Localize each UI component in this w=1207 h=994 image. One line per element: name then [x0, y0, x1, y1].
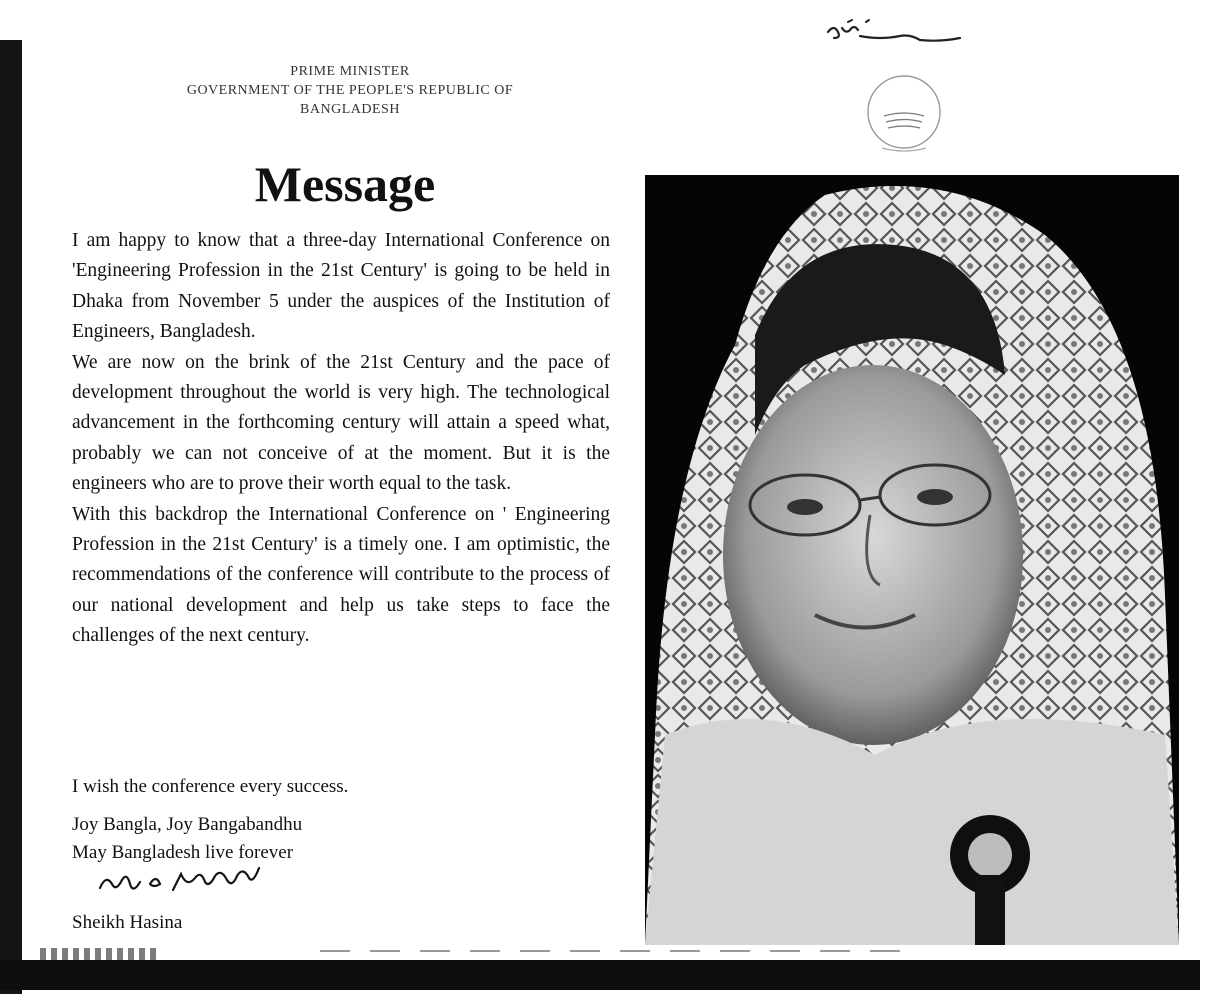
slogan-line-2: May Bangladesh live forever: [72, 842, 294, 863]
paragraph-2: We are now on the brink of the 21st Century and the pace of development throughout the world is very high. The technological advancement in the forthcoming century will attain a speed what, probably we can not conceive of at the moment. But it is the engineers who are to prove their worth equal to the task.: [72, 351, 610, 495]
top-signature-icon: [820, 18, 980, 58]
paragraph-3: With this backdrop the International Conference on ' Engineering Profession in the 21st Century' is a timely one. I am optimistic, the recommendations of the conference will contribute to the process of our national development and help us take steps to face the challenges of the next century.: [72, 503, 610, 647]
bottom-border-bar: [0, 960, 1200, 990]
closing-wish: I wish the conference every success.: [72, 776, 349, 797]
slogan-line-1: Joy Bangla, Joy Bangabandhu: [72, 814, 303, 835]
message-title: Message: [254, 156, 436, 212]
message-body: [72, 226, 610, 652]
portrait-photo: [645, 175, 1179, 945]
handwritten-signature-icon: [95, 862, 305, 902]
letterhead: [130, 62, 570, 119]
dashed-rule: [320, 950, 920, 952]
signer-name: Sheikh Hasina: [72, 912, 183, 933]
letterhead-line-1: PRIME MINISTER: [290, 64, 410, 79]
government-seal-icon: [862, 70, 946, 154]
left-border-bar: [0, 40, 22, 994]
portrait-illustration: [645, 175, 1179, 945]
paragraph-1: I am happy to know that a three-day International Conference on 'Engineering Profession in the 21st Century' is going to be held in Dhaka from November 5 under the auspices of the Institution of Engineers, Bangladesh.: [72, 230, 610, 343]
letterhead-line-2: GOVERNMENT OF THE PEOPLE'S REPUBLIC OF: [186, 83, 514, 98]
letterhead-line-3: BANGLADESH: [300, 102, 400, 117]
